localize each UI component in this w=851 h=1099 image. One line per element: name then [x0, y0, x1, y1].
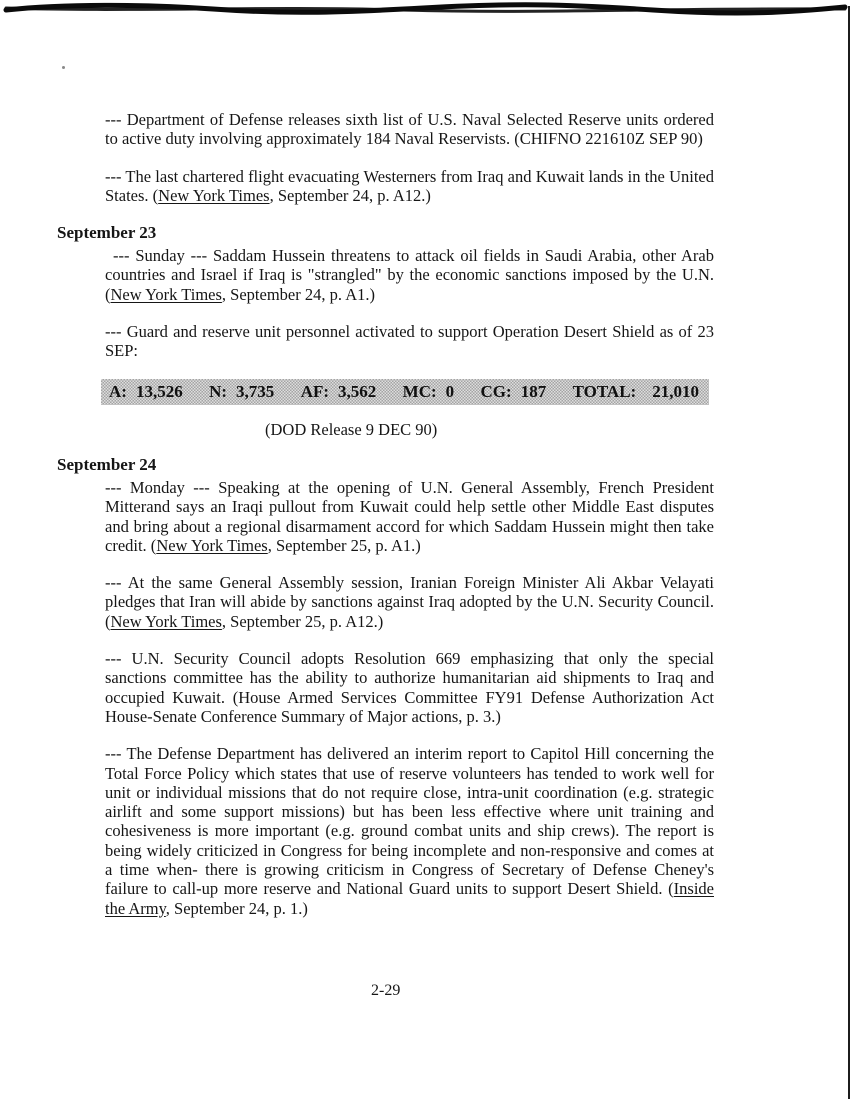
source-citation: New York Times [156, 535, 268, 555]
text-run: , September 24, p. A1.) [221, 284, 375, 304]
paragraph-velayati-sanctions [105, 573, 714, 631]
stat-entry [403, 382, 454, 402]
text-run: , September 25, p. A12.) [221, 611, 384, 631]
stat-label: AF: [300, 381, 330, 401]
text-run: --- The last chartered flight evacuating Westerners from Iraq and Kuwait lands in the United States. ( [105, 166, 714, 205]
section-september-24 [57, 454, 714, 918]
text-run: , September 24, p. A12.) [269, 185, 431, 205]
paragraph-total-force-policy-report [105, 744, 714, 918]
text-run: --- Sunday --- Saddam Hussein threatens to attack oil fields in Saudi Arabia, other Arab countries and Israel if Iraq is "strangled" by the economic sanctions imposed by the U.N. ( [105, 246, 714, 304]
stat-value: 3,562 [338, 381, 377, 401]
stat-label: N: [209, 381, 228, 401]
scan-speck [62, 66, 65, 69]
section-heading-september-24: September 24 [57, 454, 157, 474]
stat-label: A: [109, 381, 127, 401]
text-run: --- Monday --- Speaking at the opening of U.N. General Assembly, French President Mitterand says an Iraqi pullout from Kuwait could help settle other Middle East disputes and bring about a regional disarmament accord for which Saddam Hussein might then take credit. ( [105, 477, 714, 555]
page-number: 2-29 [371, 982, 401, 999]
right-border-line [848, 6, 850, 1099]
intro-section [105, 110, 714, 205]
source-citation: Inside the Army [105, 879, 714, 918]
paragraph-mitterand-assembly [105, 478, 714, 555]
paragraph-dod-sixth-list [105, 110, 714, 149]
text-run: --- Guard and reserve unit personnel activated to support Operation Desert Shield as of 23 SEP: [105, 322, 714, 361]
source-citation: New York Times [110, 611, 222, 631]
stat-label: CG: [480, 381, 512, 401]
section-september-23 [57, 223, 714, 439]
paragraph-resolution-669 [105, 649, 714, 726]
source-citation: New York Times [110, 284, 222, 304]
text-run: --- At the same General Assembly session, Iranian Foreign Minister Ali Akbar Velayati pledges that Iran will abide by sanctions against Iraq adopted by the U.N. Security Council. ( [105, 573, 714, 631]
activation-stats-bar [101, 379, 709, 405]
paragraph-saddam-threat [105, 246, 714, 304]
stat-label: MC: [402, 381, 437, 401]
dod-release-note: (DOD Release 9 DEC 90) [265, 419, 438, 439]
stat-entry [109, 382, 183, 402]
stat-entry [301, 382, 377, 402]
stat-label: TOTAL: [572, 381, 637, 401]
stat-entry [481, 382, 547, 402]
stat-value: 13,526 [135, 381, 183, 401]
stat-value: 21,010 [652, 381, 699, 401]
text-run: --- U.N. Security Council adopts Resolution 669 emphasizing that only the special sanctions committee has the ability to authorize humanitarian aid shipments to Iraq and occupied Kuwait. (House Armed Services Committee FY91 Defense Authorization Act House-Senate Conference Summary of Major actions, p. 3.) [105, 649, 714, 726]
text-run: , September 24, p. 1.) [165, 898, 308, 918]
stat-value: 187 [520, 381, 547, 401]
document-body [57, 110, 714, 936]
stat-value: 3,735 [236, 381, 275, 401]
source-citation: New York Times [158, 185, 270, 205]
top-border-line [3, 1, 848, 17]
paragraph-last-chartered-flight [105, 167, 714, 206]
stat-entry [209, 382, 274, 402]
text-run: --- Department of Defense releases sixth list of U.S. Naval Selected Reserve units ordered to active duty involving approximately 184 Naval Reservists. (CHIFNO 221610Z SEP 90) [105, 110, 714, 149]
text-run: , September 25, p. A1.) [267, 535, 421, 555]
text-run: --- The Defense Department has delivered an interim report to Capitol Hill concerning the Total Force Policy which states that use of reserve volunteers has tended to work well for unit or individual missions that do not require close, intra-unit coordination (e.g. strategic airlift and some support missions) but has been less effective where unit training and cohesiveness is more important (e.g. ground combat units and ship crews). The report is being widely criticized in Congress for being incomplete and non-responsive and comes at a time when- there is growing criticism in Congress of Secretary of Defense Cheney's failure to call-up more reserve and National Guard units to support Desert Shield. ( [105, 744, 714, 899]
stat-value: 0 [445, 381, 455, 401]
stat-entry [573, 382, 699, 402]
paragraph-guard-reserve-activated [105, 322, 714, 361]
section-heading-september-23: September 23 [57, 223, 157, 243]
